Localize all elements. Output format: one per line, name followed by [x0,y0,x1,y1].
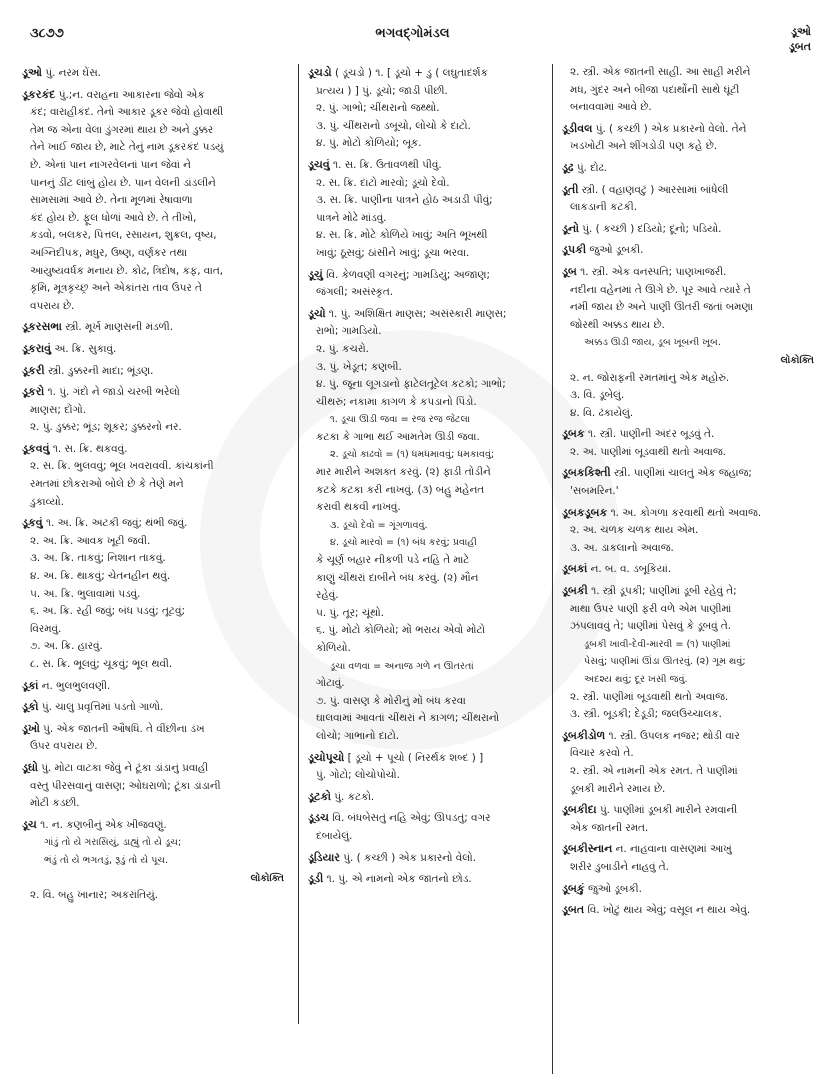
entry-line: ડૂડી ૧. પું. એ નામનો એક જાતનો છોડ. [308,872,472,886]
entry-line: ડૂટકો પું. કટકો. [308,789,375,803]
entry-line: કરાવી થકવી નાખવું. [316,501,401,514]
entry-line: મોટી કડછી. [30,797,80,810]
entry-line: અગ્નિદીપક, મધુર, ઉષ્ણ, વર્ણકર તથા [30,246,188,259]
entry-line: ડૂકરાવું અ. ક્રિ. સુકાવું. [22,341,117,355]
usage-example: ૧. ડૂચા ઊડી જવા = રજ રજ જેટલા [330,414,471,426]
headword: ડૂબકીદા [562,803,597,817]
entry-line: ૭. અ. ક્રિ. હારવું. [30,640,103,653]
entry-line: કંદ; વારાહીકંદ. તેનો આકાર ડૂકર જેવો હોવાથી [30,106,224,119]
entry-line: ૩. સ. ક્રિ. પાણીના પાત્રને હોઠ અડાડી પીવું; [316,194,493,207]
entry-line: પું. ગોટો; લોચોપોચો. [316,769,400,782]
entry-line: ૭. પું. વાસણ કે મોરીનું મોં બંધ કરવા [316,694,466,707]
citation-source: લોકોક્તિ [250,872,284,884]
entry-line: આયુષ્યવર્ધક મનાય છે. કોઢ, ત્રિદોષ, કફ, વાત, [30,264,224,277]
headword: ડૂચો [308,306,326,320]
entry-line: ડૂબકી મારીને રમાય છે. [570,782,666,795]
headword: ડૂકો [22,700,39,714]
entry-line: કાણું ચીંથરાં દાબીને બંધ કરવું. (૨) મૌન [316,571,479,584]
dictionary-entry [22,677,284,696]
entry-line: લોચો; ગાભાનો દાટો. [316,729,400,742]
entry-line: કે ચૂર્ણ બહાર નીકળી પડે નહિ તે માટે [316,554,470,567]
dictionary-entry [22,362,284,381]
entry-line: વપરાય છે. [30,299,75,312]
entry-line: ડૂકાં ન. ભુલભુલવણી. [22,678,111,692]
entry-line: કૃમિ, મૂત્રકૃચ્છ્ર અને એકાંતરા તાવ ઉપર તે [30,282,202,295]
headword: ડૂચડો [308,66,332,79]
entry-line: ડૂબકી ૧. સ્ત્રી ડૂપકી; પાણીમાં ડૂબી રહેવું તે; [562,584,737,598]
headword: ડૂબકીડોળ [562,728,606,742]
dictionary-entry [562,464,814,500]
entry-line: ૨. ન. જોરાફની રમતમાંનું એક મહોરું. [570,371,730,384]
entry-line: ૪. સ. ક્રિ. મોટે કોળિયે ખાવું; અતિ ભૂખથી [316,229,488,242]
entry-line: દબાયેલું. [316,829,353,842]
page-number: ૩૮૭૭ [30,26,64,41]
entry-line: કંદ હોય છે. ફૂલ ધોળાં આવે છે. તે તીખો, [30,211,197,224]
entry-line: પ્રત્યય ) ] પું. ડૂચો; જાડી પીછી. [316,84,448,97]
entry-line: ૩. અ. ક્રિ. તાકવું; નિશાન તાકવું. [30,552,166,565]
headword: ડૂપકી [562,243,587,257]
usage-example: અક્કડ ઊડી જાય, ડૂબ ખૂબની ખૂબ. [584,337,721,349]
entry-line: રાભો; ગામડિયો. [316,325,382,338]
entry-line: ડૂનો પું. ( કચ્છી ) દડિયો; દૂનો; પડિયો. [562,221,722,235]
entry-line: ઝંપલાવવું તે; પાણીમાં પેસવું કે ડૂબવું તે. [570,620,732,633]
entry-line: ડૂઢ પું. દોઢ. [562,160,608,174]
headword: ડૂકરાવું [22,341,52,355]
entry-line: છે. એનાં પાન નાગરવેલનાં પાન જેવાં ને [30,158,191,171]
entry-line: ડૂકવવું ૧. સ. ક્રિ. થકવવું. [22,441,128,455]
entry-line: ડૂચો ૧. પું. અશિક્ષિત માણસ; અસંસ્કારી માણસ; [308,306,507,320]
entry-line: રમતમાં છોકરાઓ બોલે છે કે તેણે મને [30,478,184,491]
column-divider [552,64,553,1074]
usage-example: ૩. ડૂચો દેવો = ગૂંગળાવવું. [330,519,428,531]
headword: ડૂઓ [22,66,43,79]
entry-line: ૨. સ. ક્રિ. ભુલવવું; ભૂલ ખવરાવવી. કાંચકાંની [30,460,214,473]
page-header [0,18,825,62]
column-2 [308,64,546,1064]
headword: ડૂચ [22,817,37,831]
headword: ડૂટકો [308,789,331,803]
entry-line: ૨. અ. પાણીમાં બૂડવાથી થતો અવાજ. [570,445,726,458]
entry-line: ડૂકરસભા સ્ત્રી. મૂર્ખ માણસની મંડળી. [22,320,173,334]
entry-line: વિચાર કરવો તે. [570,747,634,760]
headword: ડૂકવું [22,516,43,530]
entry-line: બનાવવામાં આવે છે. [570,101,652,114]
dictionary-entry [22,318,284,337]
entry-line: ડૂડિયાર પું. ( કચ્છી ) એક પ્રકારનો વેલો. [308,850,477,864]
entry-line: ખડખોટી અને શીંગડોડી પણ કહે છે. [570,140,718,153]
headword: ડૂચવું [308,157,330,171]
entry-line: ડૂઘો પું. મોટા વાટકા જેવું ને ટૂંકા ડાંડાનું પ્રવાહી [22,760,209,774]
usage-example: ભંડું તો યે ભગતડું, રૂડું તો યે પૂચ. [44,854,169,866]
entry-line: ૨. સ્ત્રી. પાણીમાં બૂડવાથી થતો અવાજ. [570,690,729,703]
usage-example: ડૂબકી ખાવી-દેવી-મારવી = (૧) પાણીમાં [584,638,731,650]
entry-line: ૮. સ. ક્રિ. ભૂલવું; ચૂકવું; ભૂલ થવી. [30,658,173,670]
headword: ડૂબક [562,427,585,441]
entry-line: ૪. અ. ક્રિ. થાકવું; ચેતનહીન થવું. [30,570,171,583]
dictionary-entry [562,181,814,217]
entry-line: કોળિયો. [316,642,351,654]
dictionary-entry [562,64,814,117]
headword: ડૂનો [562,221,579,235]
entry-line: ૫. પું. તૂર; ચૂંથો. [316,606,385,619]
entry-line: ૨. સ. ક્રિ. દાટો મારવો; ડૂચો દેવો. [316,176,450,189]
dictionary-entry [308,749,546,785]
entry-line: વસ્તુ પીરસવાનું વાસણ; ઓઘરાળો; ટૂંકા ડાંડાની [30,779,221,792]
entry-line: માર મારીને અશક્ત કરવું. (૨) ફાડી તોડીને [316,466,491,479]
entry-line: તેમ જ એના વેલા ડુંગરમાં થાય છે અને ડુક્કર [30,123,214,136]
dictionary-entry [562,159,814,178]
entry-line: સામસામાં આવે છે. તેના મૂળમાં રેષાવાળા [30,194,193,207]
entry-line: ડૂબકીદા પું. પાણીમાં ડૂબકી મારીને રમવાની [562,803,738,817]
entry-line: ડૂચ ૧. ન. કણબીનું એક ખીજવણું. [22,817,167,831]
dictionary-entry [562,801,814,837]
entry-line: ૨. વિ. બહુ ખાનાર; અકરાંતિયું. [30,889,158,902]
entry-line: ડૂચું વિ. કેળવણી વગરનું; ગામડિયું; અજાણ; [308,267,490,281]
entry-line: ગોટાવું. [316,677,345,690]
dictionary-entry [562,241,814,260]
usage-example: અદશ્ય થવું; દૂર ખસી જવું. [584,674,688,685]
entry-line: એક જાતની રમત. [570,821,649,834]
dictionary-entry [308,266,546,302]
entry-line: ડૂબ ૧. સ્ત્રી. એક વનસ્પતિ; પાણખાજરી. [562,264,727,278]
entry-line: તેને ખાઈ જાય છે, માટે તેનું નામ ડૂકરકંદ પડયું [30,141,224,154]
entry-line: ૩. પું. ખેડૂત; કણબી. [316,360,402,373]
entry-line: નદીના વહેનમાં તે ઊગે છે. પૂર આવે ત્યારે તે [570,283,751,296]
entry-line: ૩. અ. ડાકલાનો અવાજ. [570,541,674,554]
dictionary-entry [22,698,284,717]
headword: ડૂકવવું [22,441,50,455]
entry-line: ૪. વિ. ઢંકાયેલું. [570,406,634,419]
entry-line: ૨. સ્ત્રી. એક જાતની સાહી. આ સાહી મરીને [570,66,751,78]
headword: ડૂકરો [22,385,45,399]
guide-word-first: ડૂઓ [790,25,811,38]
headword: ડૂડીવલ [562,121,593,135]
dictionary-entry [308,305,546,746]
entry-line: ૬. અ. ક્રિ. રહી જવું; બંધ પડવું; તૂટવું; [30,605,185,618]
entry-line: ડૂબકડૂબક ૧. અ. કોગળા કરવાથી થતો અવાજ. [562,505,762,519]
usage-example: પેસવું; પાણીમાં ઊંડા ઊતરવું. (૨) ગૂમ થવું; [584,656,746,668]
dictionary-entry [562,220,814,239]
entry-line: ડૂકો પું. ચાલુ પ્રવૃત્તિમાં પડતો ગાળો. [22,700,164,714]
dictionary-entry [308,849,546,868]
dictionary-entry [562,880,814,899]
usage-example: ૨. ડૂચો કાઢવો = (૧) ધમધમાવવું; ધમકાવવું; [330,449,495,461]
entry-line: ઉપર વપરાય છે. [30,740,98,753]
entry-line: વિરમવું. [30,622,62,635]
headword: ડૂખો [22,721,40,735]
dictionary-entry [562,840,814,876]
entry-line: ૨. અ. ચળક ચળક થાય એમ. [570,524,699,537]
entry-line: ડૂડીવલ પું. ( કચ્છી ) એક પ્રકારનો વેલો. તેને [562,121,747,135]
usage-example: ગાંડું તો યે ગરાસિયું, ડાહ્યું તો યે ડૂચ; [44,837,182,849]
headword: ડૂબકકિશ્તી [562,466,611,480]
dictionary-entry [562,425,814,461]
entry-line: ૨. અ. ક્રિ. આવક ખૂટી જવી. [30,534,151,547]
entry-line: 'સબમરિન.' [570,485,619,498]
entry-line: ડૂખો પું. એક જાતની ઔષધિ. તે વીંછીના ડંખ [22,721,205,735]
entry-line: કટકા કે ગાભા થઈ આમતેમ ઊડી જવા. [316,430,480,443]
entry-line: ડૂતી સ્ત્રી. ( વહાણવટું ) આરસામાં બાંધેલી [562,182,729,196]
entry-line: ૨. પું. કચરો. [316,342,369,355]
headword: ડૂબકું [562,881,585,895]
entry-line: જંગલી; અસંસ્કૃત. [316,286,394,299]
guide-words [789,24,811,54]
entry-line: કટકે કટકા કરી નાખવું. (૩) બહુ મહેનત [316,483,485,496]
entry-line: ઘાલવામાં આવતાં ચીંથરાં ને કાગળ; ચીંથરાનો [316,712,500,725]
entry-line: ડૂપકી જુઓ ડૂબકી. [562,243,644,257]
entry-line: ડૂબકું જુઓ ડૂબકી. [562,881,642,895]
entry-line: ડૂબકકિશ્તી સ્ત્રી. પાણીમાં ચાલતું એક જહાજ; [562,466,752,480]
entry-line: ડૂબક ૧. સ્ત્રી. પાણીની અંદર બૂડવું તે. [562,427,715,441]
entry-line: મધ, ગુંદર અને બીજા પદાર્થોની સાથે ઘૂંટી [570,83,740,96]
entry-line: પાત્રને મોઢે માંડવું. [316,211,387,224]
guide-word-last: ડૂબત [788,40,811,53]
headword: ડૂડચ [308,811,329,825]
dictionary-entry [562,582,814,724]
citation-source: લોકોક્તિ [780,354,814,366]
entry-line: કડવો, બલકર, પિત્તલ, રસાયન, શુક્રલ, વૃષ્ય, [30,229,217,242]
entry-line: ૨. સ્ત્રી. એ નામની એક રમત. તે પાણીમાં [570,764,738,777]
headword: ડૂબકાં [562,562,588,576]
dictionary-entry [22,440,284,511]
entry-line: ડૂડચ વિ. બંધબેસતું નહિ એવું; ઊપડતું; વગર [308,811,491,825]
dictionary-entry [308,809,546,845]
headword: ડૂઢ [562,160,574,174]
entry-line: ચીથરું; નકામા કાગળ કે કપડાનો પિંડો. [316,395,477,408]
entry-line: માથા ઉપર પાણી ફરી વળે એમ પાણીમાં [570,602,732,615]
headword: ડૂતી [562,182,579,196]
headword: ડૂબકી [562,584,588,598]
headword: ડૂઘો [22,760,38,774]
entry-line: માણસ; દોંગો. [30,403,87,416]
entry-line: ૩. પું. ચીંથરાનો ડબૂચો, લોચો કે દાટો. [316,119,471,132]
entry-line: ડૂબત વિ. ખોટું થાય એવું; વસૂલ ન થાય એવું. [562,903,751,917]
entry-line: ૪. પું. મોટો કોળિયો; બૂક. [316,137,422,150]
usage-example: ૪. ડૂચો મારવો = (૧) બંધ કરવું; પ્રવાહી [330,537,477,549]
entry-line: ૪. પું. જૂના લૂગડાનો ફાટેલતૂટેલ કટકો; ગાભો; [316,378,506,391]
entry-line: ડૂચડો ( ડૂચડો ) ૧. [ ડૂચો + ડુ ( લઘુતાદર્શક [308,66,488,79]
headword: ડૂબ [562,264,577,278]
entry-line: ડૂબકીસ્નાન ન. નાહવાના વાસણમાં આખું [562,842,732,856]
entry-line: લાકડાની કટકી. [570,201,637,214]
column-divider [298,64,299,1024]
dictionary-entry [308,788,546,807]
entry-line: શરીર ડુબાડીને નાહવું તે. [570,860,669,873]
dictionary-entry [562,504,814,558]
running-title: ભગવદ્ગોમંડલ [375,26,450,41]
entry-line: પાનનું ડીંટ લાંબું હોય છે. પાન વેલની ડાંડલીને [30,176,216,189]
headword: ડૂકરી [22,363,45,377]
entry-line: ૨. પું. ડુક્કર; ભૂંડ; શૂકર; ડુક્કરનો નર. [30,421,182,434]
dictionary-entry [22,340,284,359]
entry-line: નમી જાય છે અને પાણી ઊતરી જતાં બમણા [570,301,754,314]
entry-line: રહેવું. [316,589,339,602]
dictionary-entry [562,560,814,579]
entry-line: ૬. પું. મોટો કોળિયો; મોં ભરાય એવો મોટો [316,624,486,637]
entry-line: ડૂઓ પું. નરમ ઘેંસ. [22,66,101,79]
dictionary-entry [308,64,546,153]
dictionary-entry [562,901,814,920]
headword: ડૂચોપૂચો [308,750,345,764]
dictionary-columns [22,64,814,1074]
headword: ડૂકરકંદ [22,87,56,101]
entry-line: જોરથી અક્કડ થાય છે. [570,318,665,331]
entry-line: ડૂચવું ૧. સ. ક્રિ. ઉતાવળથી પીવું. [308,157,442,171]
dictionary-entry [22,816,284,905]
entry-line: ડૂકરકંદ પું.;ન. વરાહના આકારના જેવો એક [22,87,205,101]
headword: ડૂડી [308,872,324,886]
entry-line: ડૂબકીડોળ ૧. સ્ત્રી. ઉપલક નજર; થોડી વાર [562,728,740,742]
entry-line: ડુકાવ્યો. [30,495,64,508]
dictionary-entry [308,870,546,889]
headword: ડૂચું [308,267,323,281]
usage-example: ડૂચા વળવા = અનાજ ગળે ન ઊતરતાં [330,660,474,672]
entry-line: ડૂકરો ૧. પું. ગંદો ને જાડો ચરબી ભરેલો [22,385,180,399]
dictionary-entry [22,86,284,316]
dictionary-entry [22,759,284,813]
entry-line: ડૂકરી સ્ત્રી. ડુક્કરની માદા; ભૂંડણ. [22,363,154,377]
headword: ડૂબત [562,903,585,917]
headword: ડૂબકીસ્નાન [562,842,613,856]
dictionary-entry [22,514,284,673]
entry-line: ૨. પું. ગાભો; ચીંથરાનો જથ્થો. [316,102,440,115]
dictionary-entry [22,720,284,756]
column-3 [562,64,814,1064]
entry-line: ખાવું; ઠૂસવું; ઠાંસીને ખાવું; ડૂચા ભરવા. [316,246,470,259]
dictionary-entry [562,120,814,156]
headword: ડૂડિયાર [308,850,340,864]
entry-line: ૩. સ્ત્રી. બૂડકી; દેડૂડી; જલઉચ્ચાલક. [570,708,722,721]
headword: ડૂકરસભા [22,320,62,334]
dictionary-entry [562,263,814,422]
column-1 [22,64,284,1064]
entry-line: ૩. વિ. ડૂબેલું. [570,389,625,402]
entry-line: ડૂકવું ૧. અ. ક્રિ. અટકી જવું; થંભી જવું. [22,516,188,530]
entry-line: ડૂચોપૂચો [ ડૂચો + પૂચો ( નિરર્થક શબ્દ ) ] [308,750,484,764]
dictionary-entry [562,727,814,798]
dictionary-entry [22,64,284,83]
entry-line: ૫. અ. ક્રિ. ભુલાવામાં પડવું. [30,587,141,600]
dictionary-entry [308,156,546,263]
entry-line: ડૂબકાં ન. બ. વ. ડબૂકિયાં. [562,562,672,576]
headword: ડૂકાં [22,678,39,692]
dictionary-entry [22,383,284,437]
headword: ડૂબકડૂબક [562,505,608,519]
